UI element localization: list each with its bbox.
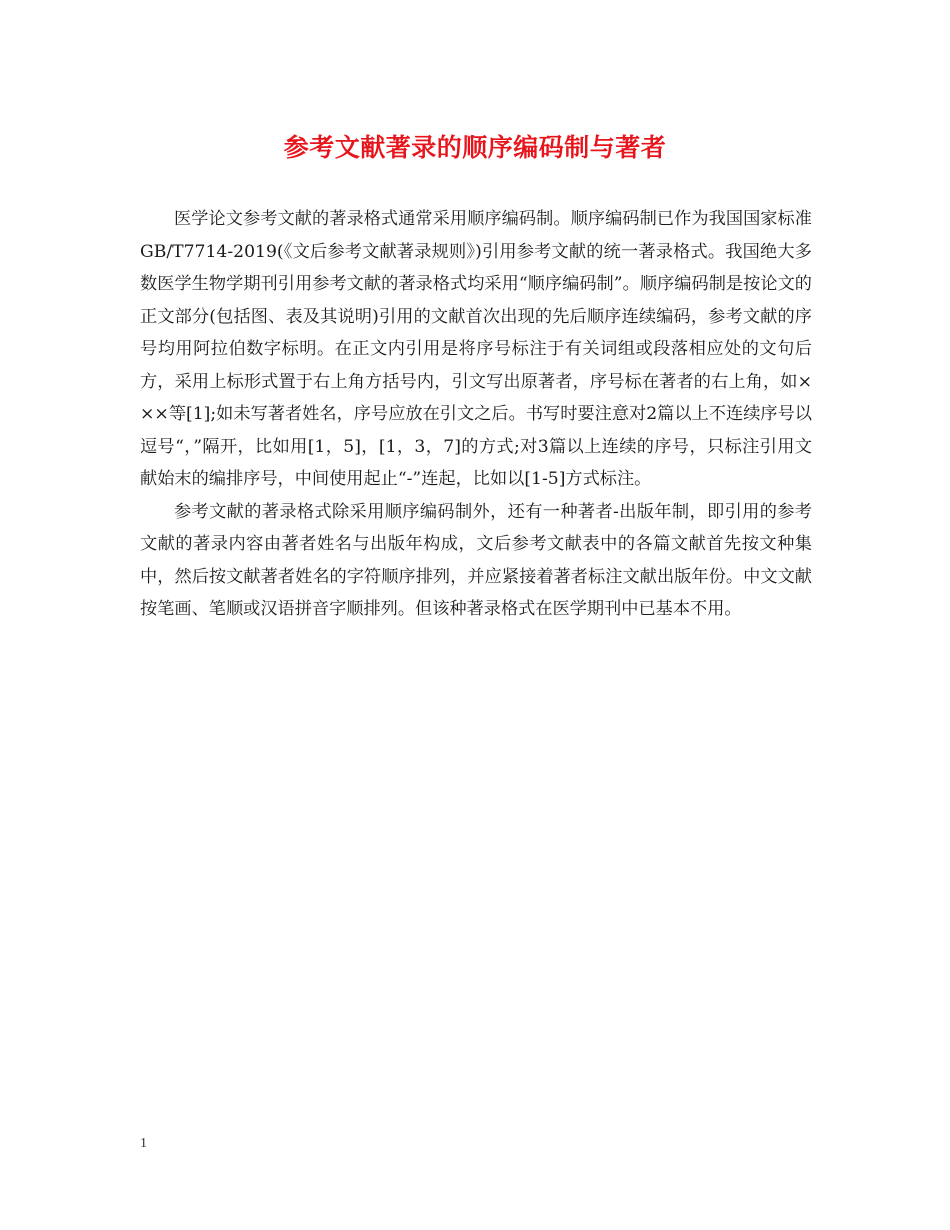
page-number: 1 [140,1136,147,1151]
page-title: 参考文献著录的顺序编码制与著者 [283,133,667,162]
paragraph-sequential-numbering: 医学论文参考文献的著录格式通常采用顺序编码制。顺序编码制已作为我国国家标准 GB/T7714-2019(《文后参考文献著录规则》)引用参考文献的统一著录格式。我国绝大多数医学生物学期刊引用参考文献的著录格式均采用“顺序编码制”。顺序编码制是按论文的正文部分(包括图、表及其说明)引用的文献首次出现的先后顺序连续编码，参考文献的序号均用阿拉伯数字标明。在正文内引用是将序号标注于有关词组或段落相应处的文句后方，采用上标形式置于右上角方括号内，引文写出原著者，序号标在著者的右上角，如×××等[1];如未写著者姓名，序号应放在引文之后。书写时要注意对2篇以上不连续序号以逗号“，”隔开，比如用[1，5]，[1，3，7]的方式;对3篇以上连续的序号，只标注引用文献始末的编排序号，中间使用起止“-”连起，比如以[1-5]方式标注。 [140,209,812,489]
document-body [140,203,812,626]
paragraph-author-year: 参考文献的著录格式除采用顺序编码制外，还有一种著者-出版年制，即引用的参考文献的著录内容由著者姓名与出版年构成，文后参考文献表中的各篇文献首先按文种集中，然后按文献著者姓名的字符顺序排列，并应紧接着著者标注文献出版年份。中文文献按笔画、笔顺或汉语拼音字顺排列。但该种著录格式在医学期刊中已基本不用。 [140,501,812,619]
